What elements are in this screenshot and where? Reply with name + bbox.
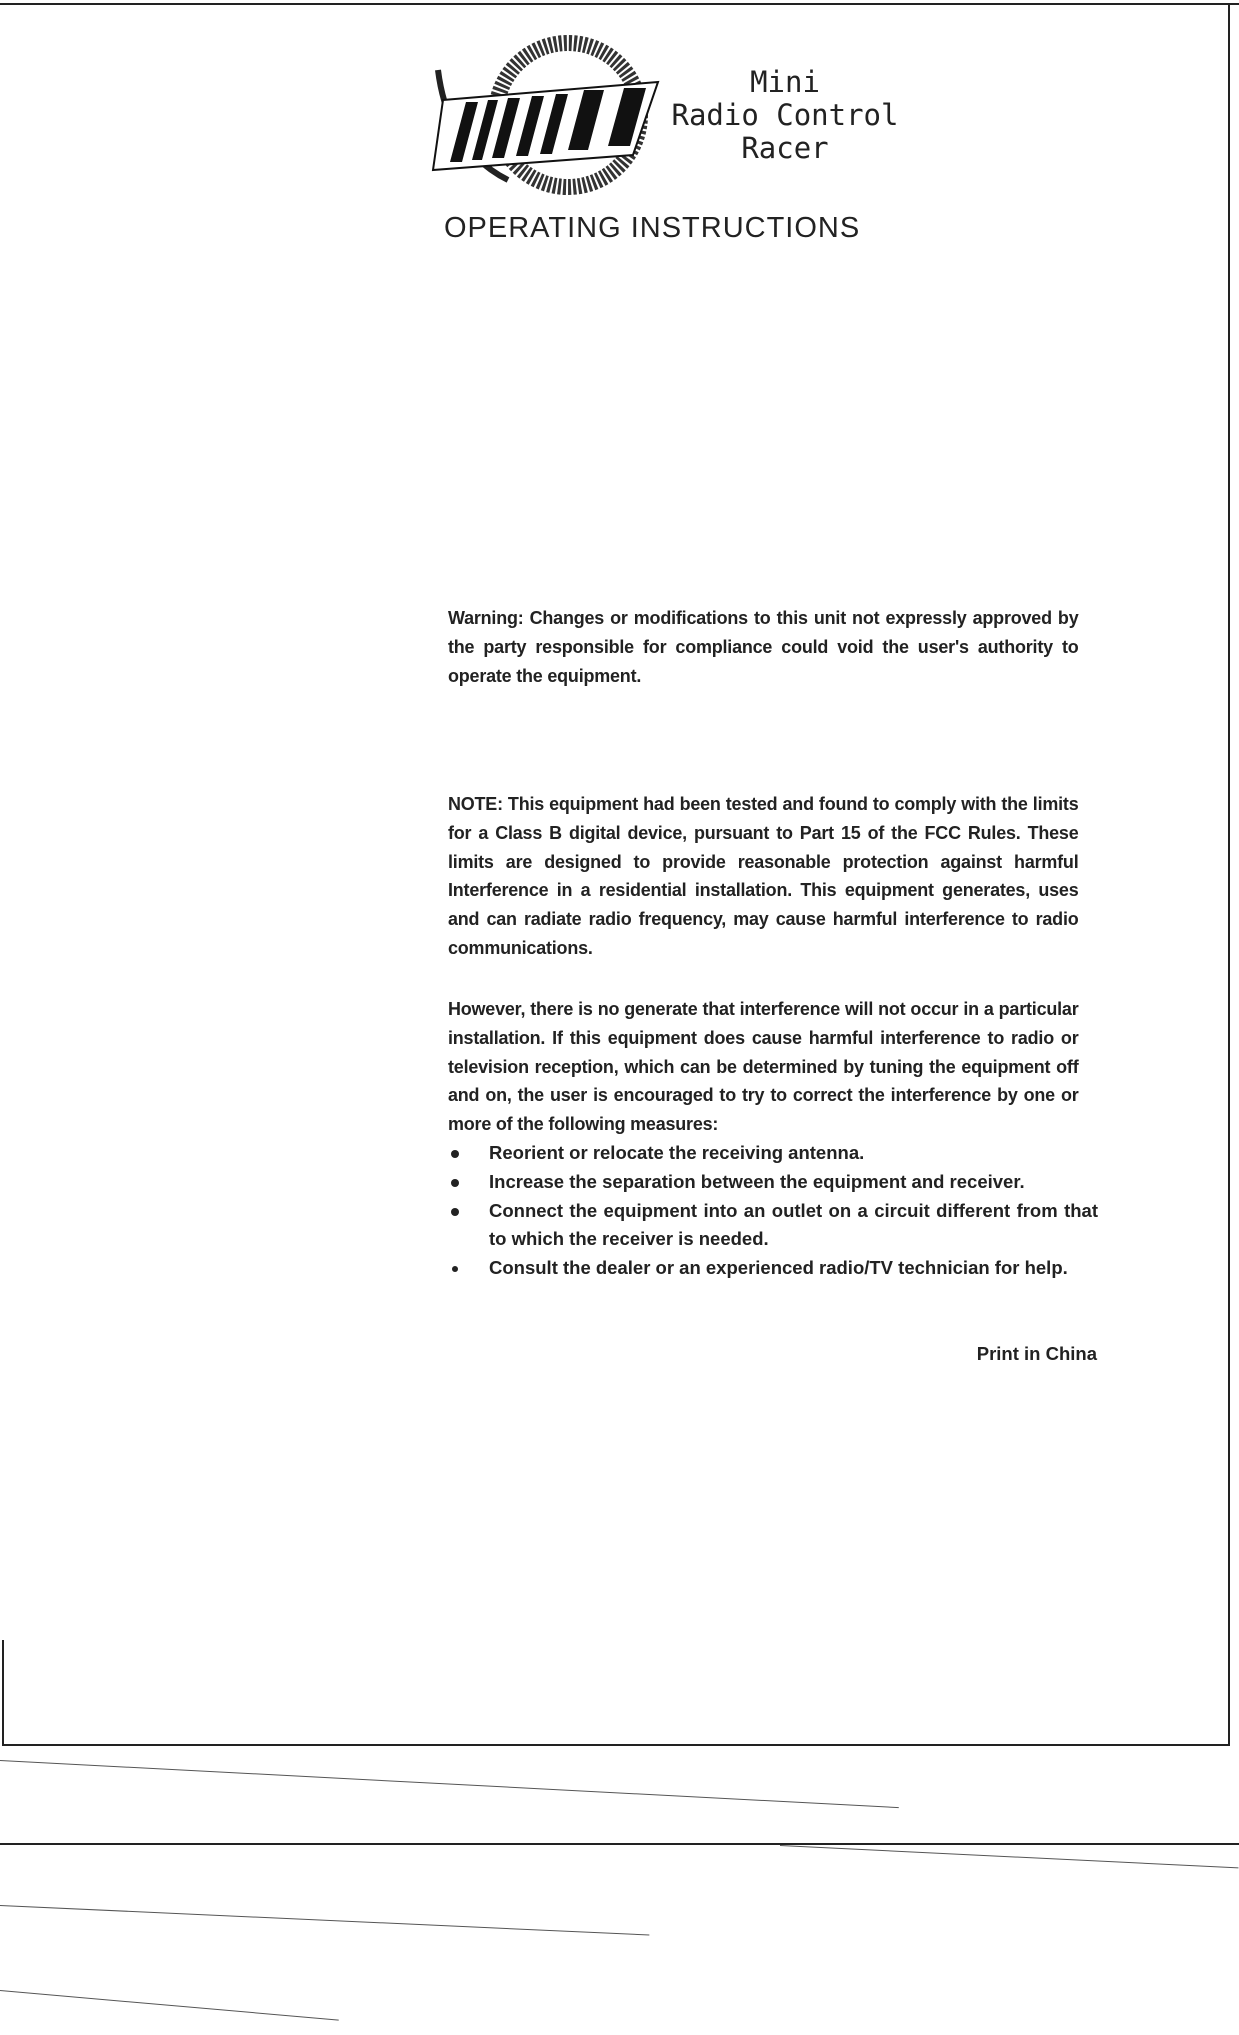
frame-left-border (2, 1640, 4, 1745)
page-heading: OPERATING INSTRUCTIONS (444, 212, 861, 244)
measure-text: Consult the dealer or an experienced radio/TV technician for help. (489, 1257, 1068, 1279)
bullet-icon (452, 1266, 458, 1272)
scan-streak (780, 1845, 1239, 1868)
product-title-line: Radio Control (671, 98, 899, 132)
warning-paragraph: Warning: Changes or modifications to this unit not expressly approved by the party responsible for compliance could void the user's authority to operate the equipment. (448, 607, 1079, 686)
measure-text: Connect the equipment into an outlet on a circuit different from that to which the receiver is needed. (489, 1199, 1098, 1250)
frame-bottom-border (2, 1744, 1230, 1746)
scan-streak (0, 1905, 649, 1935)
bullet-icon (451, 1179, 459, 1187)
fcc-note-paragraph: NOTE: This equipment had been tested and found to comply with the limits for a Class B digital device, pursuant to Part 15 of the FCC Rules. These limits are designed to provide reasonable protection against harmful Interference in a residential installation. This equipment generates, uses and can radiate radio frequency, may cause harmful interference to radio communications. (448, 793, 1079, 958)
product-title-line: Racer (741, 131, 829, 165)
measure-text: Increase the separation between the equipment and receiver. (489, 1170, 1025, 1192)
scan-streak (0, 1990, 339, 2021)
list-item (448, 1168, 1098, 1197)
interference-paragraph: However, there is no generate that interference will not occur in a particular installation. If this equipment does cause harmful interference to radio or television reception, which can be determined by tuning the equipment off and on, the user is encouraged to try to correct the interference by one or more of the following measures: (448, 998, 1079, 1135)
page-divider-line (0, 1843, 1239, 1845)
frame-right-border (1228, 3, 1230, 1745)
scan-streak (0, 1760, 899, 1808)
measure-text: Reorient or relocate the receiving antenna. (489, 1142, 865, 1163)
frame-top-border (0, 3, 1239, 5)
list-item (448, 1254, 1098, 1283)
print-origin: Print in China (976, 1343, 1097, 1364)
bullet-icon (451, 1150, 459, 1158)
bullet-icon (451, 1208, 459, 1216)
product-title (660, 66, 910, 165)
product-title-line: Mini (750, 65, 820, 99)
micro-rc-logo (428, 30, 668, 200)
list-item (448, 1197, 1098, 1255)
list-item (448, 1139, 1098, 1168)
measures-list (448, 1139, 1098, 1283)
